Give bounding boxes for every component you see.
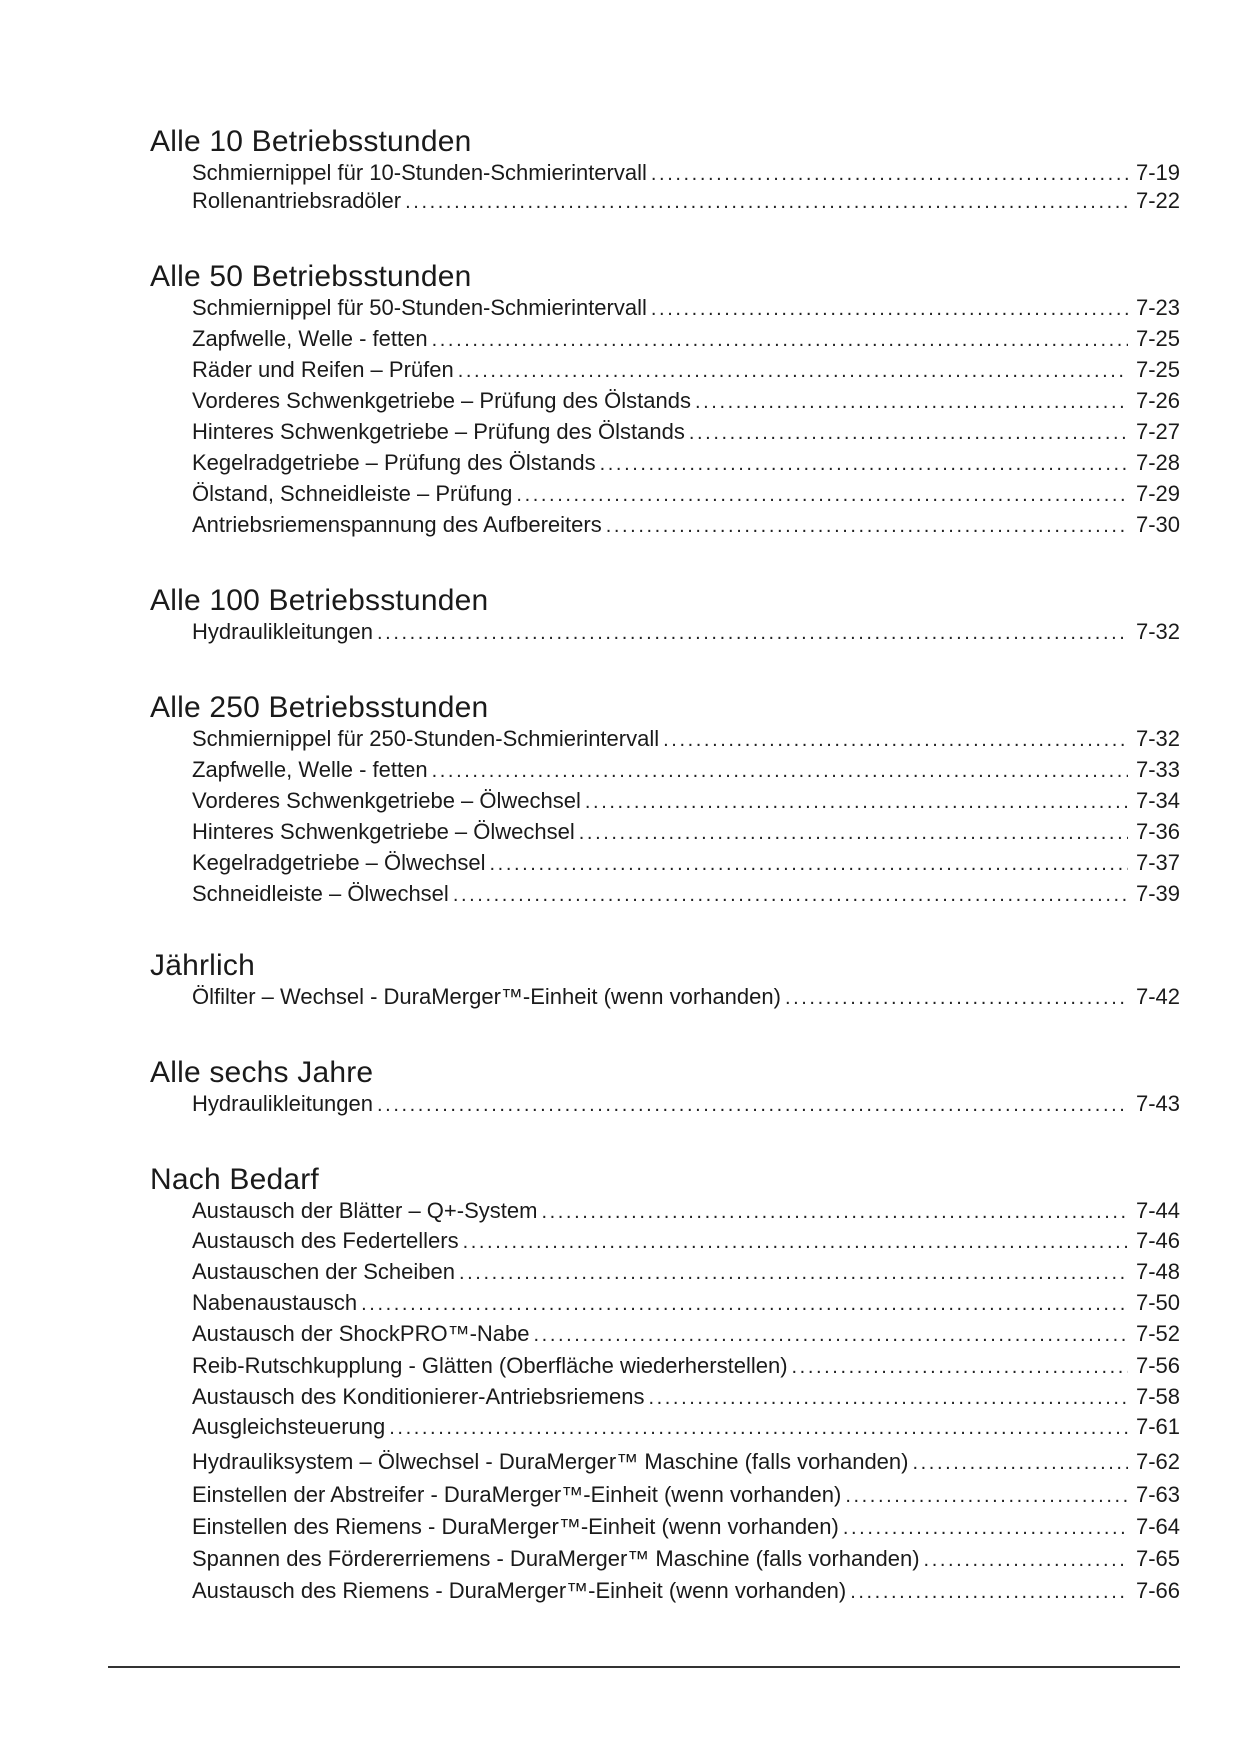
entry-page: 7-28: [1135, 450, 1180, 475]
entry-label: Nabenaustausch: [192, 1290, 358, 1315]
toc-entry[interactable]: [192, 1227, 1180, 1259]
toc-section: [150, 692, 1180, 910]
toc-section: [150, 950, 1180, 1013]
entry-page: 7-30: [1135, 512, 1180, 537]
entry-label: Austausch der Blätter – Q+-System: [192, 1198, 538, 1223]
entry-label: Zapfwelle, Welle - fetten: [192, 326, 428, 351]
dot-leader: [377, 1090, 1128, 1120]
toc-entry[interactable]: [192, 1511, 1180, 1543]
dot-leader: [695, 387, 1128, 417]
entry-page: 7-64: [1135, 1514, 1180, 1539]
toc-entry[interactable]: [192, 158, 1180, 186]
toc-entry[interactable]: [192, 1479, 1180, 1511]
section-heading: Alle 50 Betriebsstunden: [150, 260, 472, 293]
dot-leader: [924, 1545, 1128, 1575]
dot-leader: [463, 1229, 1128, 1259]
dot-leader: [405, 187, 1128, 217]
toc-section: [150, 1164, 1180, 1607]
entry-page: 7-32: [1135, 726, 1180, 751]
toc-entry[interactable]: [192, 1414, 1180, 1445]
section-heading: Alle sechs Jahre: [150, 1056, 374, 1089]
entry-page: 7-25: [1135, 326, 1180, 351]
toc-section: [150, 261, 1180, 541]
entry-label: Austausch des Riemens - DuraMerger™-Einheit (wenn vorhanden): [192, 1578, 847, 1603]
dot-leader: [432, 756, 1128, 786]
dot-leader: [843, 1513, 1128, 1543]
entry-page: 7-34: [1135, 788, 1180, 813]
toc-entry[interactable]: [192, 510, 1180, 541]
dot-leader: [651, 294, 1128, 324]
dot-leader: [490, 849, 1128, 879]
toc-entry[interactable]: [192, 617, 1180, 648]
toc-entry[interactable]: [192, 1290, 1180, 1321]
toc-entry[interactable]: [192, 1383, 1180, 1414]
toc-section: [150, 1057, 1180, 1120]
entry-label: Kegelradgetriebe – Ölwechsel: [192, 850, 486, 875]
dot-leader: [651, 159, 1128, 189]
entry-label: Austauschen der Scheiben: [192, 1259, 455, 1284]
entry-page: 7-52: [1135, 1321, 1180, 1346]
entry-label: Austausch des Federtellers: [192, 1228, 459, 1253]
dot-leader: [541, 1197, 1128, 1227]
entry-page: 7-48: [1135, 1259, 1180, 1284]
toc-entry[interactable]: [192, 724, 1180, 755]
entry-page: 7-37: [1135, 850, 1180, 875]
toc-section: [150, 126, 1180, 217]
entry-page: 7-33: [1135, 757, 1180, 782]
entry-label: Rollenantriebsradöler: [192, 188, 402, 213]
entry-page: 7-58: [1135, 1384, 1180, 1409]
entry-label: Spannen des Fördererriemens - DuraMerger™ Maschine (falls vorhanden): [192, 1546, 920, 1571]
toc-entry[interactable]: [192, 386, 1180, 417]
entry-label: Zapfwelle, Welle - fetten: [192, 757, 428, 782]
entry-page: 7-65: [1135, 1546, 1180, 1571]
entry-label: Schmiernippel für 50-Stunden-Schmierintervall: [192, 295, 647, 320]
entry-page: 7-26: [1135, 388, 1180, 413]
toc-entry[interactable]: [192, 186, 1180, 217]
dot-leader: [432, 325, 1128, 355]
toc-entry[interactable]: [192, 448, 1180, 479]
dot-leader: [792, 1353, 1128, 1383]
entry-label: Austausch des Konditionierer-Antriebsriemens: [192, 1384, 645, 1409]
entry-label: Antriebsriemenspannung des Aufbereiters: [192, 512, 602, 537]
entry-page: 7-25: [1135, 357, 1180, 382]
entry-page: 7-66: [1135, 1578, 1180, 1603]
entry-page: 7-63: [1135, 1482, 1180, 1507]
toc-entry[interactable]: [192, 1543, 1180, 1575]
entry-page: 7-29: [1135, 481, 1180, 506]
toc-entry[interactable]: [192, 293, 1180, 324]
section-heading: Jährlich: [150, 949, 255, 982]
entry-page: 7-32: [1135, 619, 1180, 644]
dot-leader: [389, 1415, 1128, 1445]
toc-entry[interactable]: [192, 786, 1180, 817]
toc-entry[interactable]: [192, 1089, 1180, 1120]
entry-label: Vorderes Schwenkgetriebe – Ölwechsel: [192, 788, 581, 813]
entry-label: Ölstand, Schneidleiste – Prüfung: [192, 481, 513, 506]
dot-leader: [377, 618, 1128, 648]
entry-label: Schmiernippel für 250-Stunden-Schmierintervall: [192, 726, 660, 751]
entry-page: 7-43: [1135, 1091, 1180, 1116]
dot-leader: [606, 511, 1128, 541]
dot-leader: [689, 418, 1128, 448]
section-heading: Alle 250 Betriebsstunden: [150, 691, 489, 724]
toc-entry[interactable]: [192, 324, 1180, 355]
toc-entry[interactable]: [192, 479, 1180, 510]
toc-entry[interactable]: [192, 1352, 1180, 1383]
entry-label: Kegelradgetriebe – Prüfung des Ölstands: [192, 450, 596, 475]
entry-label: Hydrauliksystem – Ölwechsel - DuraMerger™ Maschine (falls vorhanden): [192, 1449, 909, 1474]
entry-page: 7-23: [1135, 295, 1180, 320]
dot-leader: [459, 1260, 1128, 1290]
table-of-contents: [150, 126, 1180, 1607]
entry-page: 7-62: [1135, 1449, 1180, 1474]
entry-page: 7-36: [1135, 819, 1180, 844]
entry-label: Austausch der ShockPRO™-Nabe: [192, 1321, 530, 1346]
entry-page: 7-61: [1135, 1414, 1180, 1439]
toc-entry[interactable]: [192, 755, 1180, 786]
toc-entry[interactable]: [192, 355, 1180, 386]
toc-entry[interactable]: [192, 1259, 1180, 1290]
entry-label: Vorderes Schwenkgetriebe – Prüfung des Ölstands: [192, 388, 691, 413]
dot-leader: [453, 880, 1128, 910]
dot-leader: [648, 1384, 1128, 1414]
entry-label: Reib-Rutschkupplung - Glätten (Oberfläche wiederherstellen): [192, 1353, 788, 1378]
toc-entry[interactable]: [192, 1321, 1180, 1352]
dot-leader: [785, 983, 1128, 1013]
entry-page: 7-56: [1135, 1353, 1180, 1378]
toc-entry[interactable]: [192, 817, 1180, 848]
entry-page: 7-42: [1135, 984, 1180, 1009]
entry-page: 7-39: [1135, 881, 1180, 906]
section-heading: Alle 100 Betriebsstunden: [150, 584, 489, 617]
entry-label: Ausgleichsteuerung: [192, 1414, 386, 1439]
toc-entry[interactable]: [192, 879, 1180, 910]
section-heading: Alle 10 Betriebsstunden: [150, 125, 472, 158]
dot-leader: [579, 818, 1128, 848]
entry-page: 7-22: [1135, 188, 1180, 213]
entry-page: 7-46: [1135, 1228, 1180, 1253]
entry-label: Räder und Reifen – Prüfen: [192, 357, 454, 382]
dot-leader: [534, 1322, 1128, 1352]
entry-page: 7-27: [1135, 419, 1180, 444]
dot-leader: [458, 356, 1128, 386]
toc-entry[interactable]: [192, 848, 1180, 879]
entry-label: Schmiernippel für 10-Stunden-Schmierintervall: [192, 160, 647, 185]
section-heading: Nach Bedarf: [150, 1163, 319, 1196]
entry-label: Einstellen der Abstreifer - DuraMerger™-Einheit (wenn vorhanden): [192, 1482, 842, 1507]
dot-leader: [663, 725, 1128, 755]
dot-leader: [361, 1291, 1128, 1321]
dot-leader: [850, 1577, 1128, 1607]
entry-page: 7-50: [1135, 1290, 1180, 1315]
entry-page: 7-44: [1135, 1198, 1180, 1223]
entry-label: Hydraulikleitungen: [192, 1091, 373, 1116]
dot-leader: [912, 1446, 1127, 1476]
dot-leader: [585, 787, 1128, 817]
toc-entry[interactable]: [192, 417, 1180, 448]
toc-entry[interactable]: [192, 1445, 1180, 1479]
toc-entry[interactable]: [192, 982, 1180, 1013]
entry-label: Hinteres Schwenkgetriebe – Prüfung des Ölstands: [192, 419, 685, 444]
dot-leader: [600, 449, 1128, 479]
toc-entry[interactable]: [192, 1196, 1180, 1227]
entry-label: Hinteres Schwenkgetriebe – Ölwechsel: [192, 819, 575, 844]
entry-page: 7-19: [1135, 160, 1180, 185]
toc-entry[interactable]: [192, 1575, 1180, 1607]
entry-label: Schneidleiste – Ölwechsel: [192, 881, 449, 906]
footer-rule: [108, 1666, 1180, 1668]
dot-leader: [845, 1481, 1128, 1511]
entry-label: Ölfilter – Wechsel - DuraMerger™-Einheit (wenn vorhanden): [192, 984, 781, 1009]
entry-label: Hydraulikleitungen: [192, 619, 373, 644]
toc-section: [150, 585, 1180, 648]
entry-label: Einstellen des Riemens - DuraMerger™-Einheit (wenn vorhanden): [192, 1514, 839, 1539]
dot-leader: [516, 480, 1128, 510]
